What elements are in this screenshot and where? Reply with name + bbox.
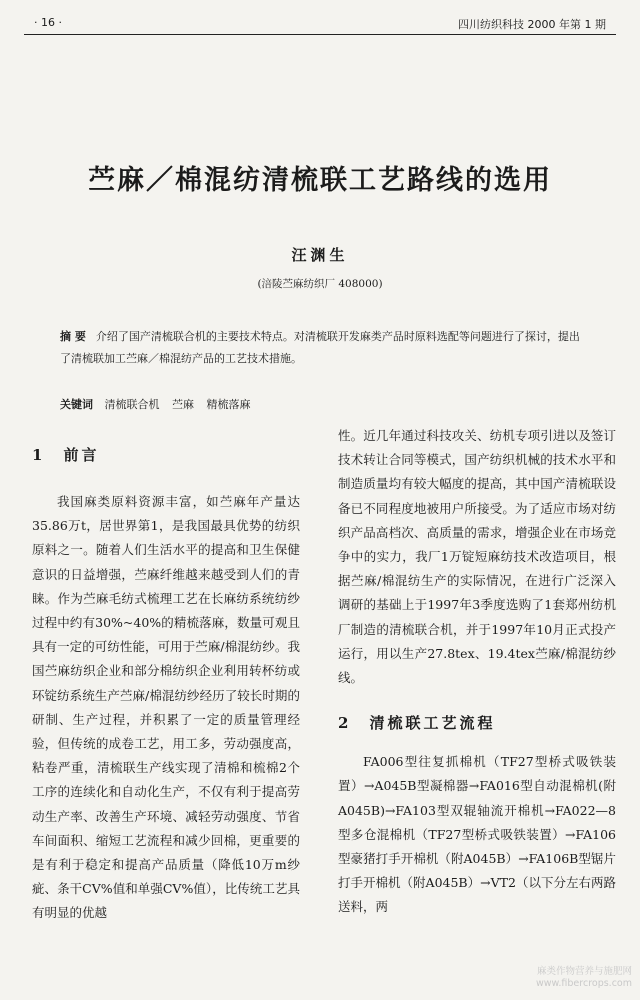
page-number: · 16 · <box>34 16 62 29</box>
section-title: 前言 <box>63 446 100 464</box>
watermark-line-1: 麻类作物营养与施肥网 <box>536 966 632 977</box>
journal-issue: 四川纺织科技 2000 年第 1 期 <box>458 18 606 31</box>
keywords <box>60 396 580 412</box>
abstract <box>60 326 580 370</box>
section-2-paragraph: FA006型往复抓棉机（TF27型桥式吸铁装置）→A045B型凝棉器→FA016型自动混棉机(附A045B)→FA103型双辊轴流开棉机→FA022—8型多仓混棉机（TF27型桥式吸铁装置）→FA106型豪猪打手开棉机（附A045B）→FA106B型锯片打手开棉机（附A045B）→VT2（以下分左右两路送料，两 <box>338 754 616 915</box>
keyword-item: 精梳落麻 <box>206 398 251 411</box>
right-column <box>338 424 616 920</box>
section-1-paragraph: 我国麻类原料资源丰富，如苎麻年产量达35.86万t，居世界第1，是我国最具优势的纺织原料之一。随着人们生活水平的提高和卫生保健意识的日益增强，苎麻纤维越来越受到人们的青睐。作为苎麻毛纺式梳理工艺在长麻纺系统纺纱过程中约有30%~40%的精梳落麻，数量可观且具有一定的可纺性能，可用于苎麻/棉混纺纱。我国苎麻纺织企业和部分棉纺织企业利用转杯纺或环锭纺系统生产苎麻/棉混纺纱经历了较长时期的研制、生产过程，并积累了一定的质量管理经验，但传统的成卷工艺，用工多，劳动强度高，粘卷严重，清梳联生产线实现了清棉和梳棉2个工序的连续化和自动化生产，不仅有利于提高劳动生产率、改善生产环境、减轻劳动强度、节省车间面积、缩短工艺流程和减少回棉，更重要的是有利于稳定和提高产品质量（降低10万m纱疵、条干CV%值和单强CV%值），比传统工艺具有明显的优越 <box>32 494 300 921</box>
section-2-heading <box>338 712 616 742</box>
section-number: 2 <box>338 714 352 733</box>
keywords-label: 关键词 <box>60 398 93 411</box>
watermark-line-2: www.fibercrops.com <box>535 978 632 989</box>
article-title: 苎麻／棉混纺清梳联工艺路线的选用 <box>88 165 552 196</box>
continued-paragraph: 性。近几年通过科技攻关、纺机专项引进以及签订技术转让合同等模式，国产纺织机械的技术水平和制造质量均有较大幅度的提高，其中国产清梳联设备已不同程度地被用户所接受。为了适应市场对纺织产品高档次、高质量的需求，增强企业在市场竞争中的实力，我厂1万锭短麻纺技术改造项目，根据苎麻/棉混纺生产的实际情况，在进行广泛深入调研的基础上于1997年3季度选购了1套郑州纺机厂制造的清梳联合机，并于1997年10月正式投产运行，用以生产27.8tex、19.4tex苎麻/棉混纺纱线。 <box>338 428 616 686</box>
site-watermark <box>536 966 632 990</box>
keyword-item: 清梳联合机 <box>104 398 160 411</box>
author-name: 汪渊生 <box>291 246 349 264</box>
section-title: 清梳联工艺流程 <box>369 714 496 733</box>
author-affiliation: (涪陵苎麻纺织厂 408000) <box>257 278 383 290</box>
running-header <box>24 12 616 35</box>
left-column <box>32 438 300 926</box>
abstract-text: 介绍了国产清梳联合机的主要技术特点。对清梳联开发麻类产品时原料选配等问题进行了探讨，提出了清梳联加工苎麻／棉混纺产品的工艺技术措施。 <box>60 330 580 365</box>
abstract-label: 摘 要 <box>60 330 86 343</box>
keyword-item: 苎麻 <box>172 398 194 411</box>
section-1-heading <box>32 444 300 474</box>
section-number: 1 <box>32 446 46 464</box>
